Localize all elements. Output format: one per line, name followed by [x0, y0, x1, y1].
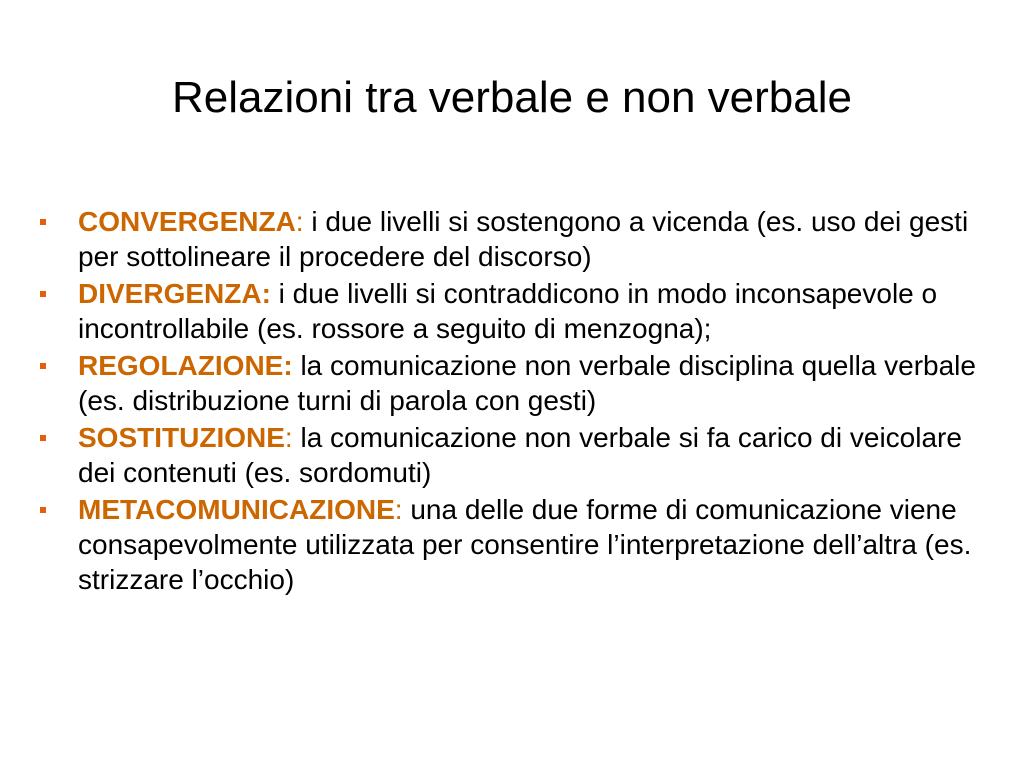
slide-title: Relazioni tra verbale e non verbale	[172, 73, 852, 122]
bullet-list	[40, 204, 980, 599]
square-bullet-icon	[40, 507, 46, 513]
list-item-convergenza	[40, 204, 980, 274]
term-label: SOSTITUZIONE	[78, 422, 285, 453]
square-bullet-icon	[40, 363, 46, 369]
list-item-metacomunicazione	[40, 492, 980, 597]
list-item-sostituzione	[40, 420, 980, 490]
square-bullet-icon	[40, 291, 46, 297]
list-item-regolazione	[40, 348, 980, 418]
list-item-divergenza	[40, 276, 980, 346]
square-bullet-icon	[40, 219, 46, 225]
term-label: REGOLAZIONE:	[78, 350, 293, 381]
item-description: una delle due forme di comunicazione viene consapevolmente utilizzata per consentire l’interpretazione dell’altra (es. strizzare l’occhio)	[78, 494, 972, 595]
item-description: i due livelli si contraddicono in modo inconsapevole o incontrollabile (es. rossore a seguito di menzogna);	[78, 278, 938, 344]
term-label: DIVERGENZA:	[78, 278, 271, 309]
item-description: la comunicazione non verbale disciplina quella verbale (es. distribuzione turni di parola con gesti)	[78, 350, 976, 416]
term-separator: :	[394, 494, 403, 525]
square-bullet-icon	[40, 435, 46, 441]
term-label: CONVERGENZA	[78, 206, 296, 237]
item-description: la comunicazione non verbale si fa carico di veicolare dei contenuti (es. sordomuti)	[78, 422, 962, 488]
item-description: i due livelli si sostengono a vicenda (es. uso dei gesti per sottolineare il procedere del discorso)	[78, 206, 969, 272]
term-label: METACOMUNICAZIONE	[78, 494, 395, 525]
term-separator: :	[295, 206, 304, 237]
term-separator: :	[284, 422, 293, 453]
